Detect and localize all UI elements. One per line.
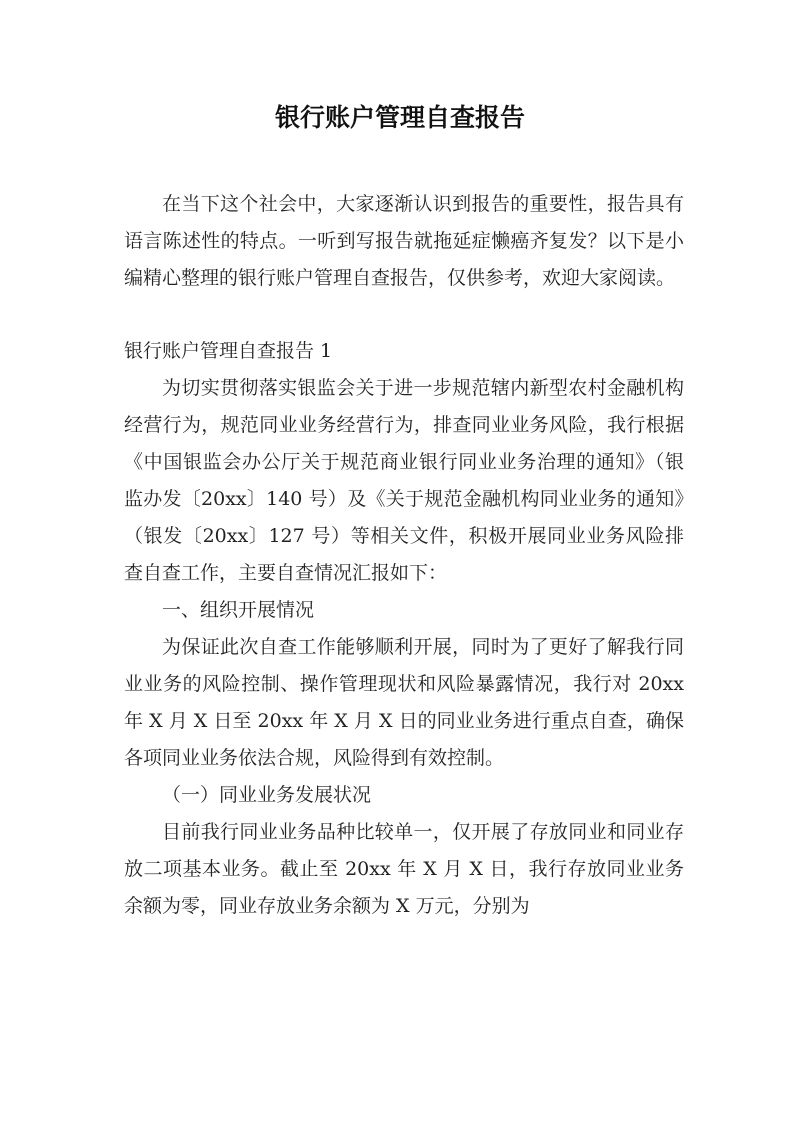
- intro-paragraph: 在当下这个社会中，大家逐渐认识到报告的重要性，报告具有语言陈述性的特点。一听到写报告就拖延症懒癌齐复发？以下是小编精心整理的银行账户管理自查报告，仅供参考，欢迎大家阅读。: [124, 193, 684, 289]
- section-title: 银行账户管理自查报告 1: [124, 340, 333, 362]
- paragraph-3: 目前我行同业业务品种比较单一，仅开展了存放同业和同业存放二项基本业务。截止至 20xx 年 X 月 X 日，我行存放同业业务余额为零，同业存放业务余额为 X 万元，分别为: [124, 821, 684, 917]
- heading-business-status: （一）同业业务发展状况: [162, 784, 372, 806]
- paragraph-2: 为保证此次自查工作能够顺利开展，同时为了更好了解我行同业业务的风险控制、操作管理现状和风险暴露情况，我行对 20xx 年 X 月 X 日至 20xx 年 X 月 X 日的同业业务进行重点自查，确保各项同业业务依法合规，风险得到有效控制。: [124, 636, 684, 769]
- document-body: [124, 186, 684, 925]
- heading-organization: 一、组织开展情况: [162, 599, 315, 621]
- paragraph-gap: [124, 297, 684, 333]
- document-title: 银行账户管理自查报告: [274, 103, 525, 132]
- paragraph-1: 为切实贯彻落实银监会关于进一步规范辖内新型农村金融机构经营行为，规范同业业务经营行为，排查同业业务风险，我行根据《中国银监会办公厅关于规范商业银行同业业务治理的通知》（银监办发〔20xx〕140 号）及《关于规范金融机构同业业务的通知》（银发〔20xx〕127 号）等相关文件，积极开展同业业务风险排查自查工作，主要自查情况汇报如下：: [124, 377, 684, 584]
